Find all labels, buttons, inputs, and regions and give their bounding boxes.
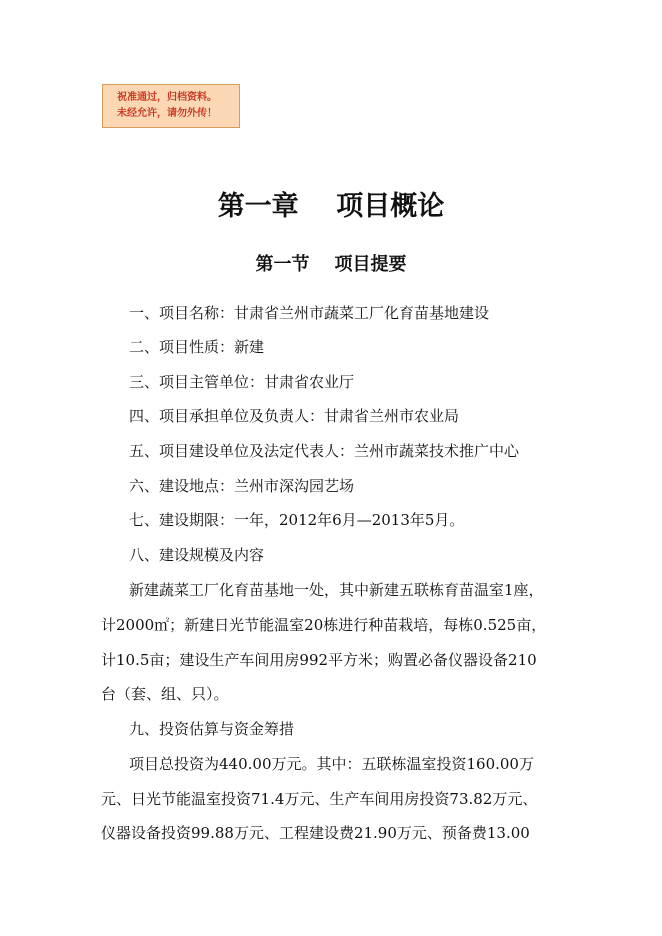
stamp-line-2: 未经允许，请勿外传！	[117, 108, 217, 119]
item-project-name: 一、项目名称：甘肃省兰州市蔬菜工厂化育苗基地建设	[129, 304, 490, 322]
scale-paragraph-line: 台（套、组、只）。	[101, 685, 229, 703]
item-construction-unit: 五、项目建设单位及法定代表人：兰州市蔬菜技术推广中心	[129, 442, 520, 460]
scale-paragraph-line: 计2000㎡；新建日光节能温室20栋进行种苗栽培，每栋0.525亩，	[101, 616, 547, 634]
chapter-title: 第一章 项目概论	[217, 191, 445, 222]
watermark-stamp	[102, 84, 240, 128]
scale-paragraph-line: 计10.5亩；建设生产车间用房992平方米；购置必备仪器设备210	[101, 651, 537, 669]
investment-paragraph-line: 项目总投资为440.00万元。其中：五联栋温室投资160.00万	[129, 755, 534, 773]
investment-paragraph-line: 元、日光节能温室投资71.4万元、生产车间用房投资73.82万元、	[101, 790, 538, 808]
item-scale-heading: 八、建设规模及内容	[129, 546, 265, 564]
item-project-nature: 二、项目性质：新建	[129, 338, 265, 356]
stamp-line-1: 祝准通过，归档资料。	[117, 92, 217, 103]
section-title: 第一节 项目提要	[255, 254, 407, 275]
investment-heading: 九、投资估算与资金筹措	[129, 720, 295, 738]
item-supervising-unit: 三、项目主管单位：甘肃省农业厅	[129, 373, 355, 391]
item-undertaking-unit: 四、项目承担单位及负责人：甘肃省兰州市农业局	[129, 407, 460, 425]
investment-paragraph-line: 仪器设备投资99.88万元、工程建设费21.90万元、预备费13.00	[101, 824, 530, 842]
item-location: 六、建设地点：兰州市深沟园艺场	[129, 477, 355, 495]
scale-paragraph-line: 新建蔬菜工厂化育苗基地一处，其中新建五联栋育苗温室1座，	[129, 581, 544, 599]
item-period: 七、建设期限：一年，2012年6月—2013年5月。	[129, 511, 465, 529]
